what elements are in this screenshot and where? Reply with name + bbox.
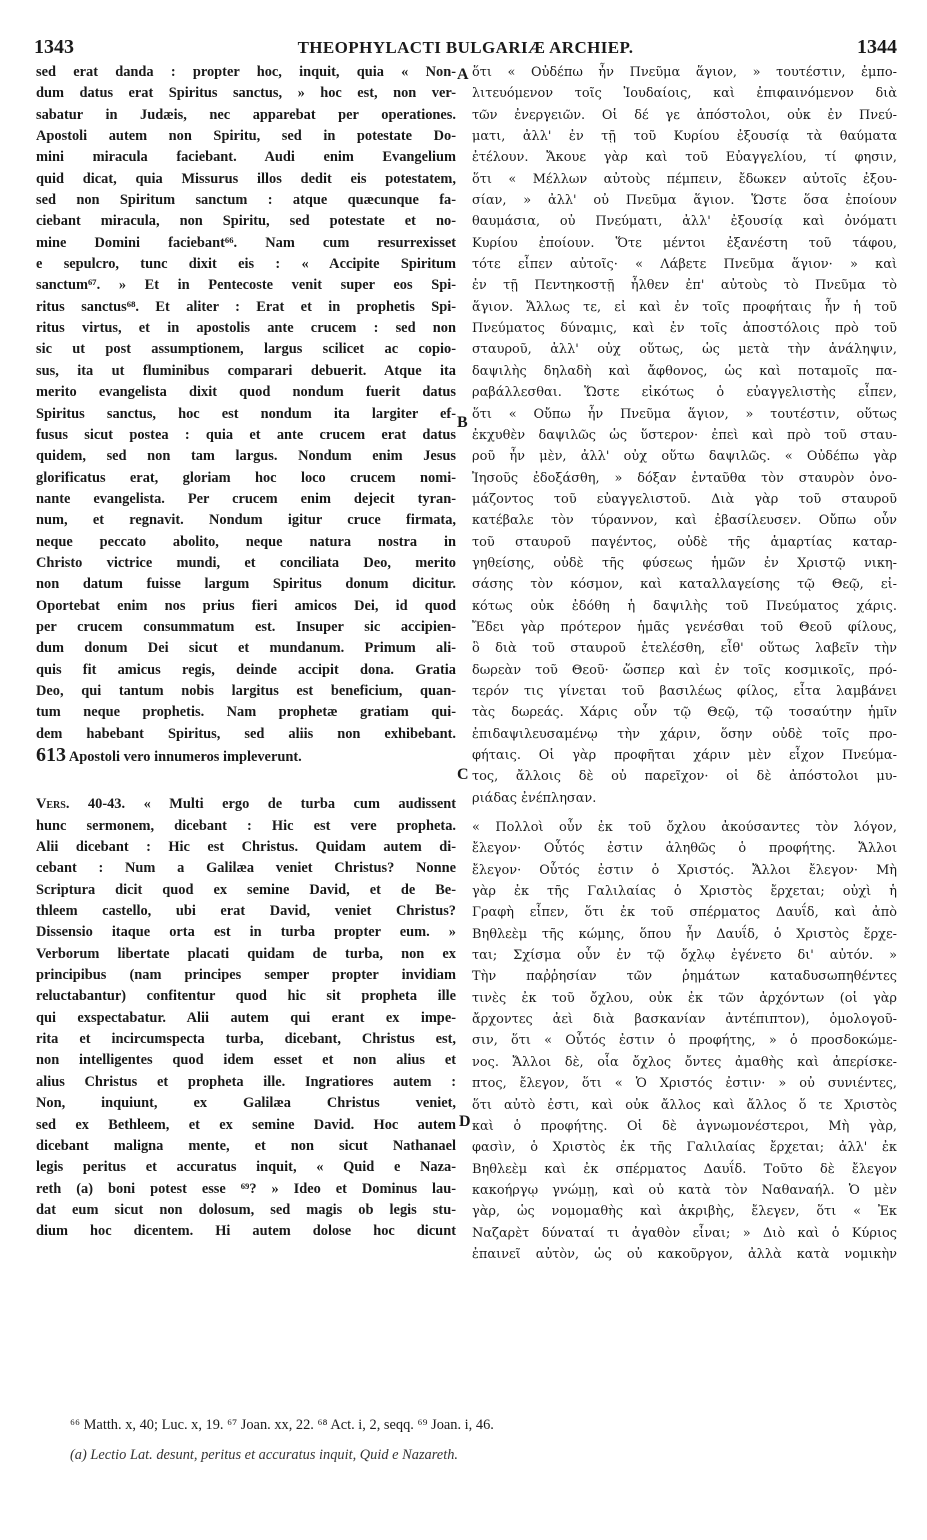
latin-column bbox=[36, 62, 456, 1243]
text-line: dicebant maligna mente, et non sicut Nathanael bbox=[36, 1137, 456, 1154]
text-line: Ἔδει γὰρ πρότερον ἡμᾶς γενέσθαι τοῦ Θεοῦ φίλους, bbox=[472, 619, 897, 635]
text-line: reth (a) boni potest esse ⁶⁹? » Ideo et Dominus lau- bbox=[36, 1180, 456, 1197]
text-line: Dissensio itaque orta est in turba propter eum. » bbox=[36, 924, 456, 941]
text-line: τερόν τις γίνεται τοῦ βασιλέως φίλος, εἶτα λαμβάνει bbox=[472, 683, 897, 699]
text-line: γηθείσης, οὐδὲ τῆς φύσεως ἡμῶν ἐν Χριστῷ νικη- bbox=[472, 555, 897, 571]
text-line: quidem, sed non tam largus. Nondum enim Jesus bbox=[36, 448, 456, 465]
text-line: τῶν ἐνεργειῶν. Οἱ δέ γε ἀπόστολοι, οὐκ ἐν Πνεύ- bbox=[472, 107, 897, 123]
text-line: Verborum libertate placati quidam de turba, non ex bbox=[36, 945, 456, 962]
section-marker-a: A bbox=[457, 66, 469, 83]
text-line: λιτευόμενον τοῖς Ἰουδαίοις, καὶ ἐπιφαινόμενον διὰ bbox=[472, 86, 897, 102]
text-line: per crucem consummatum est. Insuper sic accipien- bbox=[36, 618, 456, 635]
text-line: ἄρχοντες ἀεὶ διὰ βασκανίαν ἀντέπιπτον), ὁμολογοῦ- bbox=[472, 1012, 897, 1028]
section-marker-c: C bbox=[457, 766, 469, 783]
text-line: νος. Ἄλλοι δὲ, οἷα ὄχλος ὄντες ἀμαθὴς καὶ ἀπερίσκε- bbox=[472, 1054, 897, 1070]
text-line: δαψιλὴς δηλαδὴ καὶ ἄφθονος, ὡς καὶ ποταμοῖς πα- bbox=[472, 363, 897, 379]
text-line: hunc sermonem, dicebant : Hic est vere propheta. bbox=[36, 817, 456, 834]
footnotes bbox=[70, 1410, 900, 1470]
text-line: σίαν, » ἀλλ' οὐ Πνεῦμα ἅγιον. Ὥστε ὅσα ἐποίουν bbox=[472, 193, 897, 209]
text-line: φασὶν, ὁ Χριστὸς ἐκ τῆς Γαλιλαίας ἔρχεται; ἀλλ' ἐκ bbox=[472, 1140, 897, 1156]
text-line: ματι, ἀλλ' ἐν τῇ τοῦ Κυρίου ἐξουσίᾳ τὰ θαύματα bbox=[472, 129, 897, 145]
text-line: mine Domini faciebant⁶⁶. Nam cum resurrexisset bbox=[36, 234, 456, 251]
text-line: Βηθλεὲμ τῆς κώμης, ὅπου ἦν Δαυΐδ, ὁ Χριστὸς ἔρχε- bbox=[472, 926, 897, 942]
text-line: « Πολλοὶ οὖν ἐκ τοῦ ὄχλου ἀκούσαντες τὸν λόγον, bbox=[472, 820, 897, 836]
text-line: non datum fuisse largum Spiritus donum dicitur. bbox=[36, 576, 456, 593]
text-line: ὅτι « Οὔπω ἦν Πνεῦμα ἅγιον, » τουτέστιν, οὕτως bbox=[472, 406, 897, 422]
text-line: σιν, ὅτι « Οὗτός ἐστιν ὁ προφήτης, » ὁ προσδοκώμε- bbox=[472, 1033, 897, 1049]
text-line: ἔλεγον· Οὗτός ἐστιν ὁ Χριστός. Ἄλλοι ἔλεγον· Μὴ bbox=[472, 862, 897, 878]
text-line: mini miracula faciebant. Audi enim Evangelium bbox=[36, 149, 456, 166]
text-line: Non, inquiunt, ex Galilæa Christus veniet, bbox=[36, 1095, 456, 1112]
text-line: sabatur in Judæis, nec apparebat per operationes. bbox=[36, 106, 456, 123]
text-line: σταυροῦ, ἀλλ' οὐχ οὕτως, ὡς μετὰ τὴν ἀνάληψιν, bbox=[472, 342, 897, 358]
text-line: καὶ ὁ προφήτης. Οἱ δὲ ἀγνωμονέστεροι, Μὴ γὰρ, bbox=[472, 1118, 897, 1134]
text-line bbox=[36, 745, 456, 766]
text-line: μάζοντος τοῦ εὐαγγελιστοῦ. Διὰ γὰρ τοῦ σταυροῦ bbox=[472, 491, 897, 507]
text-line: ριάδας ἐνέπλησαν. bbox=[472, 790, 597, 806]
text-line: Τὴν παῤῥησίαν τῶν ῥημάτων καταδυσωπηθέντες bbox=[472, 969, 897, 985]
text-line: ὅτι « Μέλλων αὐτοὺς πέμπειν, ἔδωκεν αὐτοῖς ἐξου- bbox=[472, 171, 897, 187]
text-line: quis fit amicus regis, deinde accipit dona. Gratia bbox=[36, 661, 456, 678]
text-line: ἐκχυθὲν δαψιλῶς ὡς ὕστερον· ἐπεὶ καὶ πρὸ τοῦ σταυ- bbox=[472, 427, 897, 443]
text-line: γὰρ, ὡς νομομαθὴς καὶ ἀκριβὴς, ἔλεγεν, ὅτι « Ἐκ bbox=[472, 1204, 897, 1220]
text-line bbox=[36, 794, 456, 815]
text-line: ἐν τῇ Πεντηκοστῇ ἦλθεν ἐπ' αὐτοὺς τὸ Πνεῦμα τὸ bbox=[472, 278, 897, 294]
text-fragment: « Multi ergo de turba cum audissent bbox=[143, 796, 456, 813]
text-line: Spiritus sanctus, hoc est nondum ita largiter ef- bbox=[36, 405, 456, 422]
text-line: Ἰησοῦς ἐδοξάσθη, » δόξαν ἐνταῦθα τὸν σταυρὸν ὀνο- bbox=[472, 470, 897, 486]
page-number-right: 1344 bbox=[857, 36, 897, 58]
text-line: alius Christus et propheta ille. Ingratiores autem : bbox=[36, 1073, 456, 1090]
text-line: ritus sanctus⁶⁸. Et aliter : Erat et in prophetis Spi- bbox=[36, 298, 456, 315]
paragraph-gap bbox=[36, 766, 456, 794]
footnote-references: ⁶⁶ Matth. x, 40; Luc. x, 19. ⁶⁷ Joan. xx, 22. ⁶⁸ Act. i, 2, seqq. ⁶⁹ Joan. i, 46. bbox=[70, 1417, 494, 1433]
text-line: reluctabantur) confitentur quod hic sit propheta ille bbox=[36, 988, 456, 1005]
greek-column bbox=[472, 62, 897, 1265]
verse-label: Vers. 40-43. bbox=[36, 796, 126, 813]
text-line: qui exspectabatur. Alii autem qui erant ex impe- bbox=[36, 1009, 456, 1026]
text-line: Alii dicebant : Hic est Christus. Quidam autem di- bbox=[36, 839, 456, 856]
paragraph-gap bbox=[472, 809, 897, 817]
text-line: κότως οὐκ ἐδόθη ἡ δαψιλὴς τοῦ Πνεύματος χάρις. bbox=[472, 598, 897, 614]
text-line: sed ex Bethleem, et ex semine David. Hoc autem bbox=[36, 1116, 456, 1133]
text-line: ἐπιδαψιλευσαμένῳ τὴν χάριν, ὅσην οὐδὲ τοῖς προ- bbox=[472, 726, 897, 742]
text-line: ὃ διὰ τοῦ σταυροῦ ἐτελέσθη, εἶθ' οὕτως λαβεῖν τὴν bbox=[472, 641, 897, 657]
text-line: τινὲς ἐκ τοῦ ὄχλου, οὐκ ἐκ τῶν ἀρχόντων (οἱ γὰρ bbox=[472, 990, 897, 1006]
text-line: principibus (nam principes semper propter invidiam bbox=[36, 967, 456, 984]
text-line: tum neque prophetis. Nam prophetæ gratiam qui- bbox=[36, 704, 456, 721]
text-line: sed erat danda : propter hoc, inquit, quia « Non- bbox=[36, 64, 456, 80]
text-line: Πνεύματος δύναμις, καὶ ἐν τοῖς ἀποστόλοις πρὸ τοῦ bbox=[472, 321, 897, 337]
text-line: ἐπαινεῖ αὐτὸν, ὡς οὐ κακοῦργον, ἀλλὰ κατὰ νομικὴν bbox=[472, 1246, 897, 1262]
column-number: 613 bbox=[36, 744, 66, 766]
text-line: τοῦ σταυροῦ παγέντος, οὐδὲ τῆς ἁμαρτίας καταρ- bbox=[472, 534, 897, 550]
text-line: dium hoc dicentem. Hi autem dolose hoc dicunt bbox=[36, 1223, 456, 1240]
text-line: τὰς δωρεάς. Χάρις οὖν τῷ Θεῷ, τῷ τοσαύτην ἡμῖν bbox=[472, 705, 897, 721]
section-marker-d: D bbox=[459, 1113, 471, 1130]
text-line: δωρεὰν τοῦ Θεοῦ· ὥσπερ καὶ ἐν τοῖς κοσμικοῖς, πρό- bbox=[472, 662, 897, 678]
text-line: ται; Σχίσμα οὖν ἐν τῷ ὄχλῳ ἐγένετο δι' αὐτόν. » bbox=[472, 948, 897, 964]
text-line: sanctum⁶⁷. » Et in Pentecoste venit super eos Spi- bbox=[36, 277, 456, 294]
text-line: Christo victrice mundi, et conciliata Deo, merito bbox=[36, 554, 456, 571]
text-line: Deo, qui tantum nobis largitus est beneficium, quan- bbox=[36, 682, 456, 699]
text-line: Γραφὴ εἶπεν, ὅτι ἐκ τοῦ σπέρματος Δαυΐδ, καὶ ἀπὸ bbox=[472, 905, 897, 921]
text-line: ροῦ ἦν μὲν, ἀλλ' οὐχ οὕτω δαψιλῶς. « Οὐδέπω γὰρ bbox=[472, 449, 897, 465]
text-line: Oportebat enim nos prius fieri amicos Dei, id quod bbox=[36, 597, 456, 614]
text-line: nante evangelista. Per crucem enim dejecit tyran- bbox=[36, 490, 456, 507]
text-line: γὰρ ἐκ τῆς Γαλιλαίας ὁ Χριστὸς ἔρχεται; οὐχὶ ἡ bbox=[472, 884, 897, 900]
text-line: Apostoli autem non Spiritu, sed in potestate Do- bbox=[36, 128, 456, 145]
running-title: THEOPHYLACTI BULGARIÆ ARCHIEP. bbox=[297, 38, 634, 57]
text-line: φήταις. Οἱ γὰρ προφῆται χάριν μὲν εἶχον Πνεύμα- bbox=[472, 748, 897, 763]
text-line: τος, ἄλλοις δὲ οὐ παρεῖχον· οἱ δὲ ἀπόστολοι μυ- bbox=[472, 769, 897, 785]
text-line: dat eum sicut non dolosum, sed magis ob legis stu- bbox=[36, 1201, 456, 1218]
text-line: ritus virtus, et in apostolis ante crucem : sed non bbox=[36, 320, 456, 337]
text-line: dum datus erat Spiritus sanctus, » hoc est, non ver- bbox=[36, 85, 456, 102]
text-line: Κυρίου ἐποίουν. Ὅτε μέντοι ἐξανέστη τοῦ τάφου, bbox=[472, 235, 897, 251]
text-line: fusus sicut postea : quia et ante crucem erat datus bbox=[36, 426, 456, 443]
text-line: τότε εἶπεν αὐτοῖς· « Λάβετε Πνεῦμα ἅγιον· » καὶ bbox=[472, 257, 897, 273]
text-line: dum donum Dei sicut et mundanum. Primum ali- bbox=[36, 640, 456, 657]
text-line: ραβάλλεσθαι. Ὥστε εἰκότως ὁ εὐαγγελιστὴς εἶπεν, bbox=[472, 385, 897, 401]
text-line: quid dicat, quia Missurus illos dedit eis potestatem, bbox=[36, 170, 456, 187]
text-line: κακοήργῳ γνώμῃ, καὶ οὐ κατὰ τὸν Ναθαναήλ. Ὁ μὲν bbox=[472, 1182, 897, 1198]
text-line: Scriptura dicit quod ex semine David, et de Be- bbox=[36, 881, 456, 898]
footnote-variant: (a) Lectio Lat. desunt, peritus et accuratus inquit, Quid e Nazareth. bbox=[70, 1447, 458, 1463]
text-line: ἔλεγον· Οὗτός ἐστιν ἀληθῶς ὁ προφήτης. Ἄλλοι bbox=[472, 841, 897, 857]
text-line: glorificatus erat, gloriam hoc loco crucem nomi- bbox=[36, 469, 456, 486]
text-line: σάσης τὸν κόσμον, καὶ καταλλαγείσης τῷ Θεῷ, εἰ- bbox=[472, 577, 897, 593]
text-line: ἐτέλουν. Ἄκουε γὰρ καὶ τοῦ Εὐαγγελίου, τί φησιν, bbox=[472, 150, 897, 166]
text-line: sic ut post assumptionem, largus scilicet ac copio- bbox=[36, 341, 456, 358]
text-line: πτος, ἔλεγον, ὅτι « Ὁ Χριστός ἐστιν· » οὐ συνιέντες, bbox=[472, 1076, 897, 1092]
page-header bbox=[34, 36, 897, 62]
text-fragment: Apostoli vero innumeros impleverunt. bbox=[68, 749, 302, 765]
text-line: Ναζαρὲτ δύναταί τι ἀγαθὸν εἶναι; » Διὸ καὶ ὁ Κύριος bbox=[472, 1225, 897, 1241]
text-line: cebant : Num a Galilæa veniet Christus? Nonne bbox=[36, 860, 456, 877]
text-line: non intelligentes quod idem esset et non alius et bbox=[36, 1052, 456, 1069]
text-line: ὅτι αὐτὸ ἐστι, καὶ οὐκ ἄλλος καὶ ἄλλος ὅ τε Χριστὸς bbox=[472, 1097, 897, 1113]
text-line: neque peccato abolito, neque natura nostra in bbox=[36, 533, 456, 550]
text-line: ἅγιον. Ἄλλως τε, εἰ καὶ ἐν τοῖς προφήταις ἦν ἡ τοῦ bbox=[472, 299, 897, 315]
section-marker-b: B bbox=[457, 414, 468, 431]
text-line: num, et regnavit. Nondum igitur cruce firmata, bbox=[36, 512, 456, 529]
text-line: rita et incircumspecta turba, dicebant, Christus est, bbox=[36, 1031, 456, 1048]
text-line: ciebant miracula, non Spiritu, sed potestate et no- bbox=[36, 213, 456, 230]
text-line: legis peritus et accuratus inquit, « Quid e Naza- bbox=[36, 1159, 456, 1176]
text-line: dem habebant Spiritus, sed aliis non exhibebant. bbox=[36, 725, 456, 742]
text-line: thleem castello, ubi erat David, veniet Christus? bbox=[36, 903, 456, 920]
text-line: merito evangelista dixit quod nondum fuerit datus bbox=[36, 384, 456, 401]
text-line: κατέβαλε τὸν τύραννον, καὶ ἐβασίλευσεν. Οὔπω οὖν bbox=[472, 513, 897, 529]
text-line: sus, ita ut fluminibus comparari debuerit. Atque ita bbox=[36, 362, 456, 379]
page-number-left: 1343 bbox=[34, 36, 74, 58]
text-line: sed non Spiritum sanctum : atque quæcunque fa- bbox=[36, 192, 456, 209]
text-line: θαυμάσια, οὐ Πνεύματι, ἀλλ' ἐξουσίᾳ καὶ ὀνόματι bbox=[472, 214, 897, 230]
text-line: Βηθλεὲμ καὶ ἐκ σπέρματος Δαυΐδ. Τοῦτο δὲ ἔλεγον bbox=[472, 1161, 897, 1177]
text-line: e sepulcro, tunc dixit eis : « Accipite Spiritum bbox=[36, 256, 456, 273]
text-line: ὅτι « Οὐδέπω ἦν Πνεῦμα ἅγιον, » τουτέστιν, ἐμπο- bbox=[472, 65, 897, 80]
